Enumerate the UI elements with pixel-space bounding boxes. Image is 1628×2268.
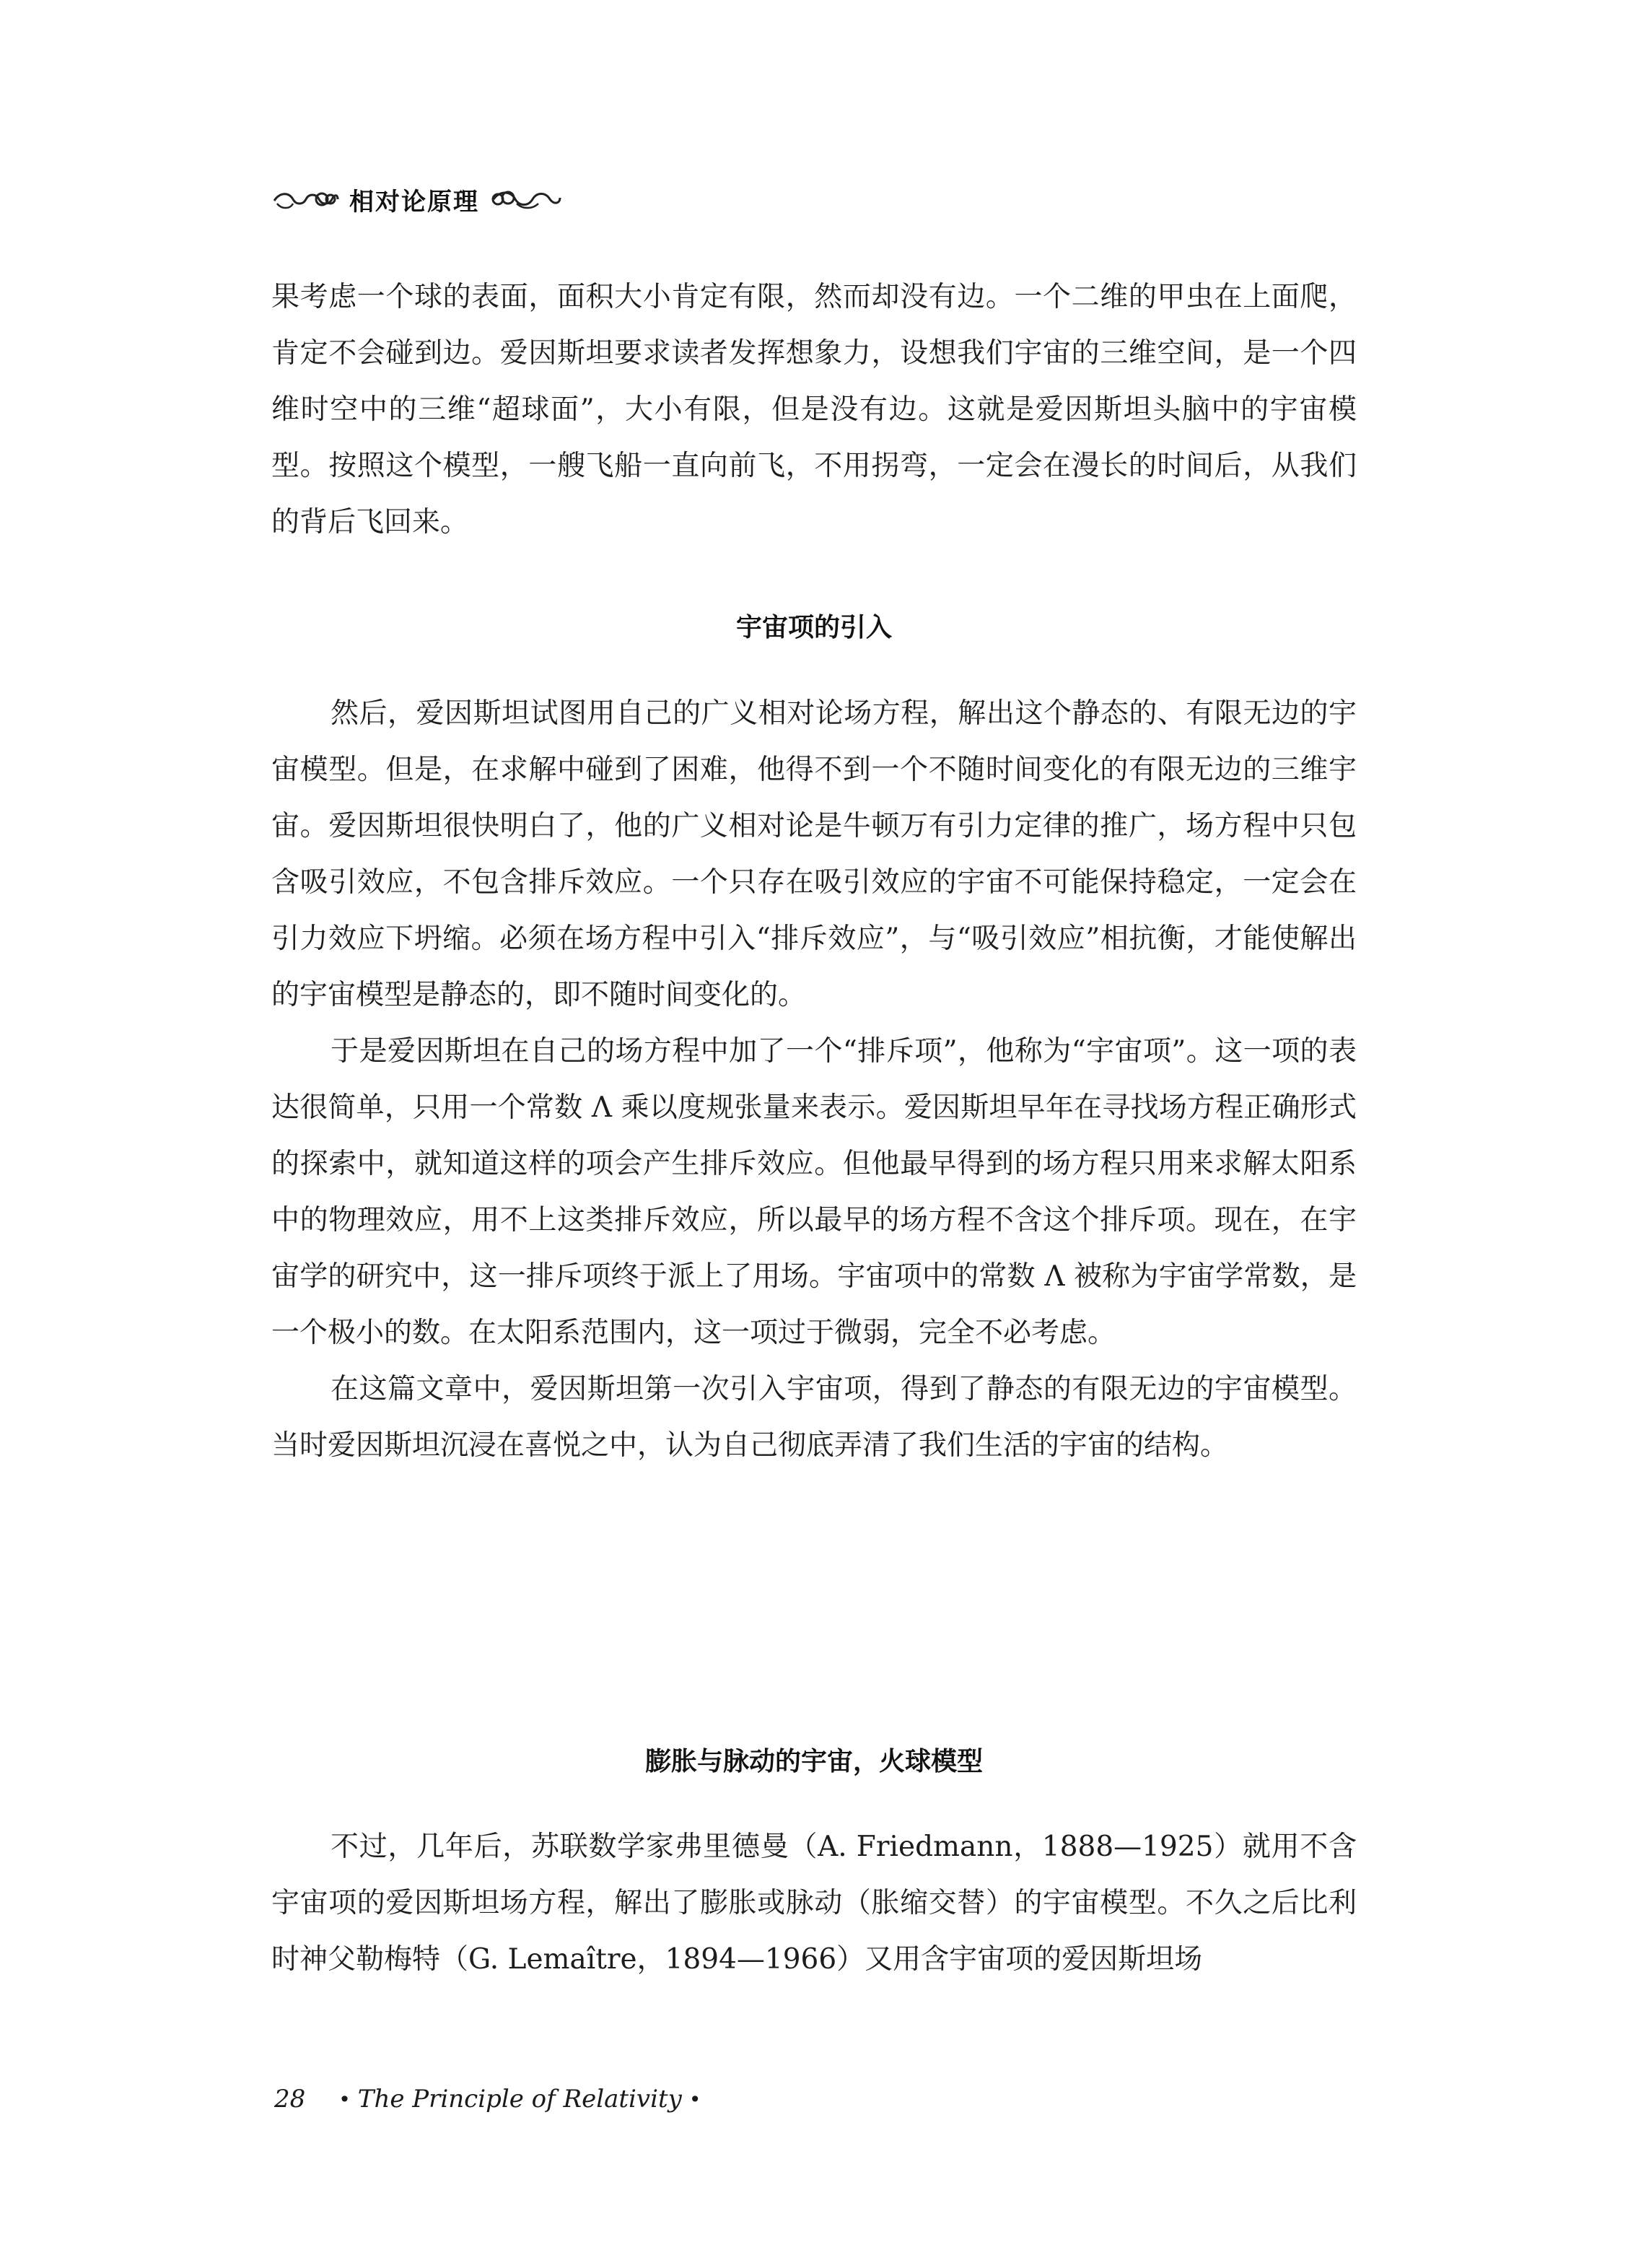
footer-book-title: The Principle of Relativity <box>357 2085 682 2114</box>
section1-paragraph-3: 在这篇文章中，爱因斯坦第一次引入宇宙项，得到了静态的有限无边的宇宙模型。当时爱因斯坦沉浸在喜悦之中，认为自己彻底弄清了我们生活的宇宙的结构。 <box>271 1373 1357 1462</box>
section2-text-block <box>271 1819 1357 1988</box>
running-head <box>271 179 563 219</box>
section-heading-cosmological-term: 宇宙项的引入 <box>735 613 892 642</box>
running-head-title: 相对论原理 <box>349 187 479 217</box>
right-scroll-ornament-icon <box>488 185 563 214</box>
intro-paragraph: 果考虑一个球的表面，面积大小肯定有限，然而却没有边。一个二维的甲虫在上面爬，肯定不会碰到边。爱因斯坦要求读者发挥想象力，设想我们宇宙的三维空间，是一个四维时空中的三维“超球面”，大小有限，但是没有边。这就是爱因斯坦头脑中的宇宙模型。按照这个模型，一艘飞船一直向前飞，不用拐弯，一定会在漫长的时间后，从我们的背后飞回来。 <box>271 281 1357 538</box>
intro-text-block <box>271 269 1357 551</box>
section-heading-expanding-universe: 膨胀与脉动的宇宙，火球模型 <box>644 1747 983 1776</box>
section1-text-block <box>271 686 1357 1474</box>
section1-paragraph-2: 于是爱因斯坦在自己的场方程中加了一个“排斥项”，他称为“宇宙项”。这一项的表达很简单，只用一个常数 Λ 乘以度规张量来表示。爱因斯坦早年在寻找场方程正确形式的探索中，就知道这样的项会产生排斥效应。但他最早得到的场方程只用来求解太阳系中的物理效应，用不上这类排斥效应，所以最早的场方程不含这个排斥项。现在，在宇宙学的研究中，这一排斥项终于派上了用场。宇宙项中的常数 Λ 被称为宇宙学常数，是一个极小的数。在太阳系范围内，这一项过于微弱，完全不必考虑。 <box>271 1035 1357 1349</box>
section1-paragraph-1: 然后，爱因斯坦试图用自己的广义相对论场方程，解出这个静态的、有限无边的宇宙模型。但是，在求解中碰到了困难，他得不到一个不随时间变化的有限无边的三维宇宙。爱因斯坦很快明白了，他的广义相对论是牛顿万有引力定律的推广，场方程中只包含吸引效应，不包含排斥效应。一个只存在吸引效应的宇宙不可能保持稳定，一定会在引力效应下坍缩。必须在场方程中引入“排斥效应”，与“吸引效应”相抗衡，才能使解出的宇宙模型是静态的，即不随时间变化的。 <box>271 697 1357 1011</box>
footer-bullet-left: • <box>338 2087 351 2111</box>
left-scroll-ornament-icon <box>271 185 341 214</box>
footer-bullet-right: • <box>688 2087 701 2111</box>
page-footer <box>274 2077 708 2121</box>
section2-paragraph-1: 不过，几年后，苏联数学家弗里德曼（A. Friedmann，1888—1925）就用不含宇宙项的爱因斯坦场方程，解出了膨胀或脉动（胀缩交替）的宇宙模型。不久之后比利时神父勒梅特（G. Lemaître，1894—1966）又用含宇宙项的爱因斯坦场 <box>271 1831 1357 1976</box>
page-number: 28 <box>274 2085 306 2114</box>
